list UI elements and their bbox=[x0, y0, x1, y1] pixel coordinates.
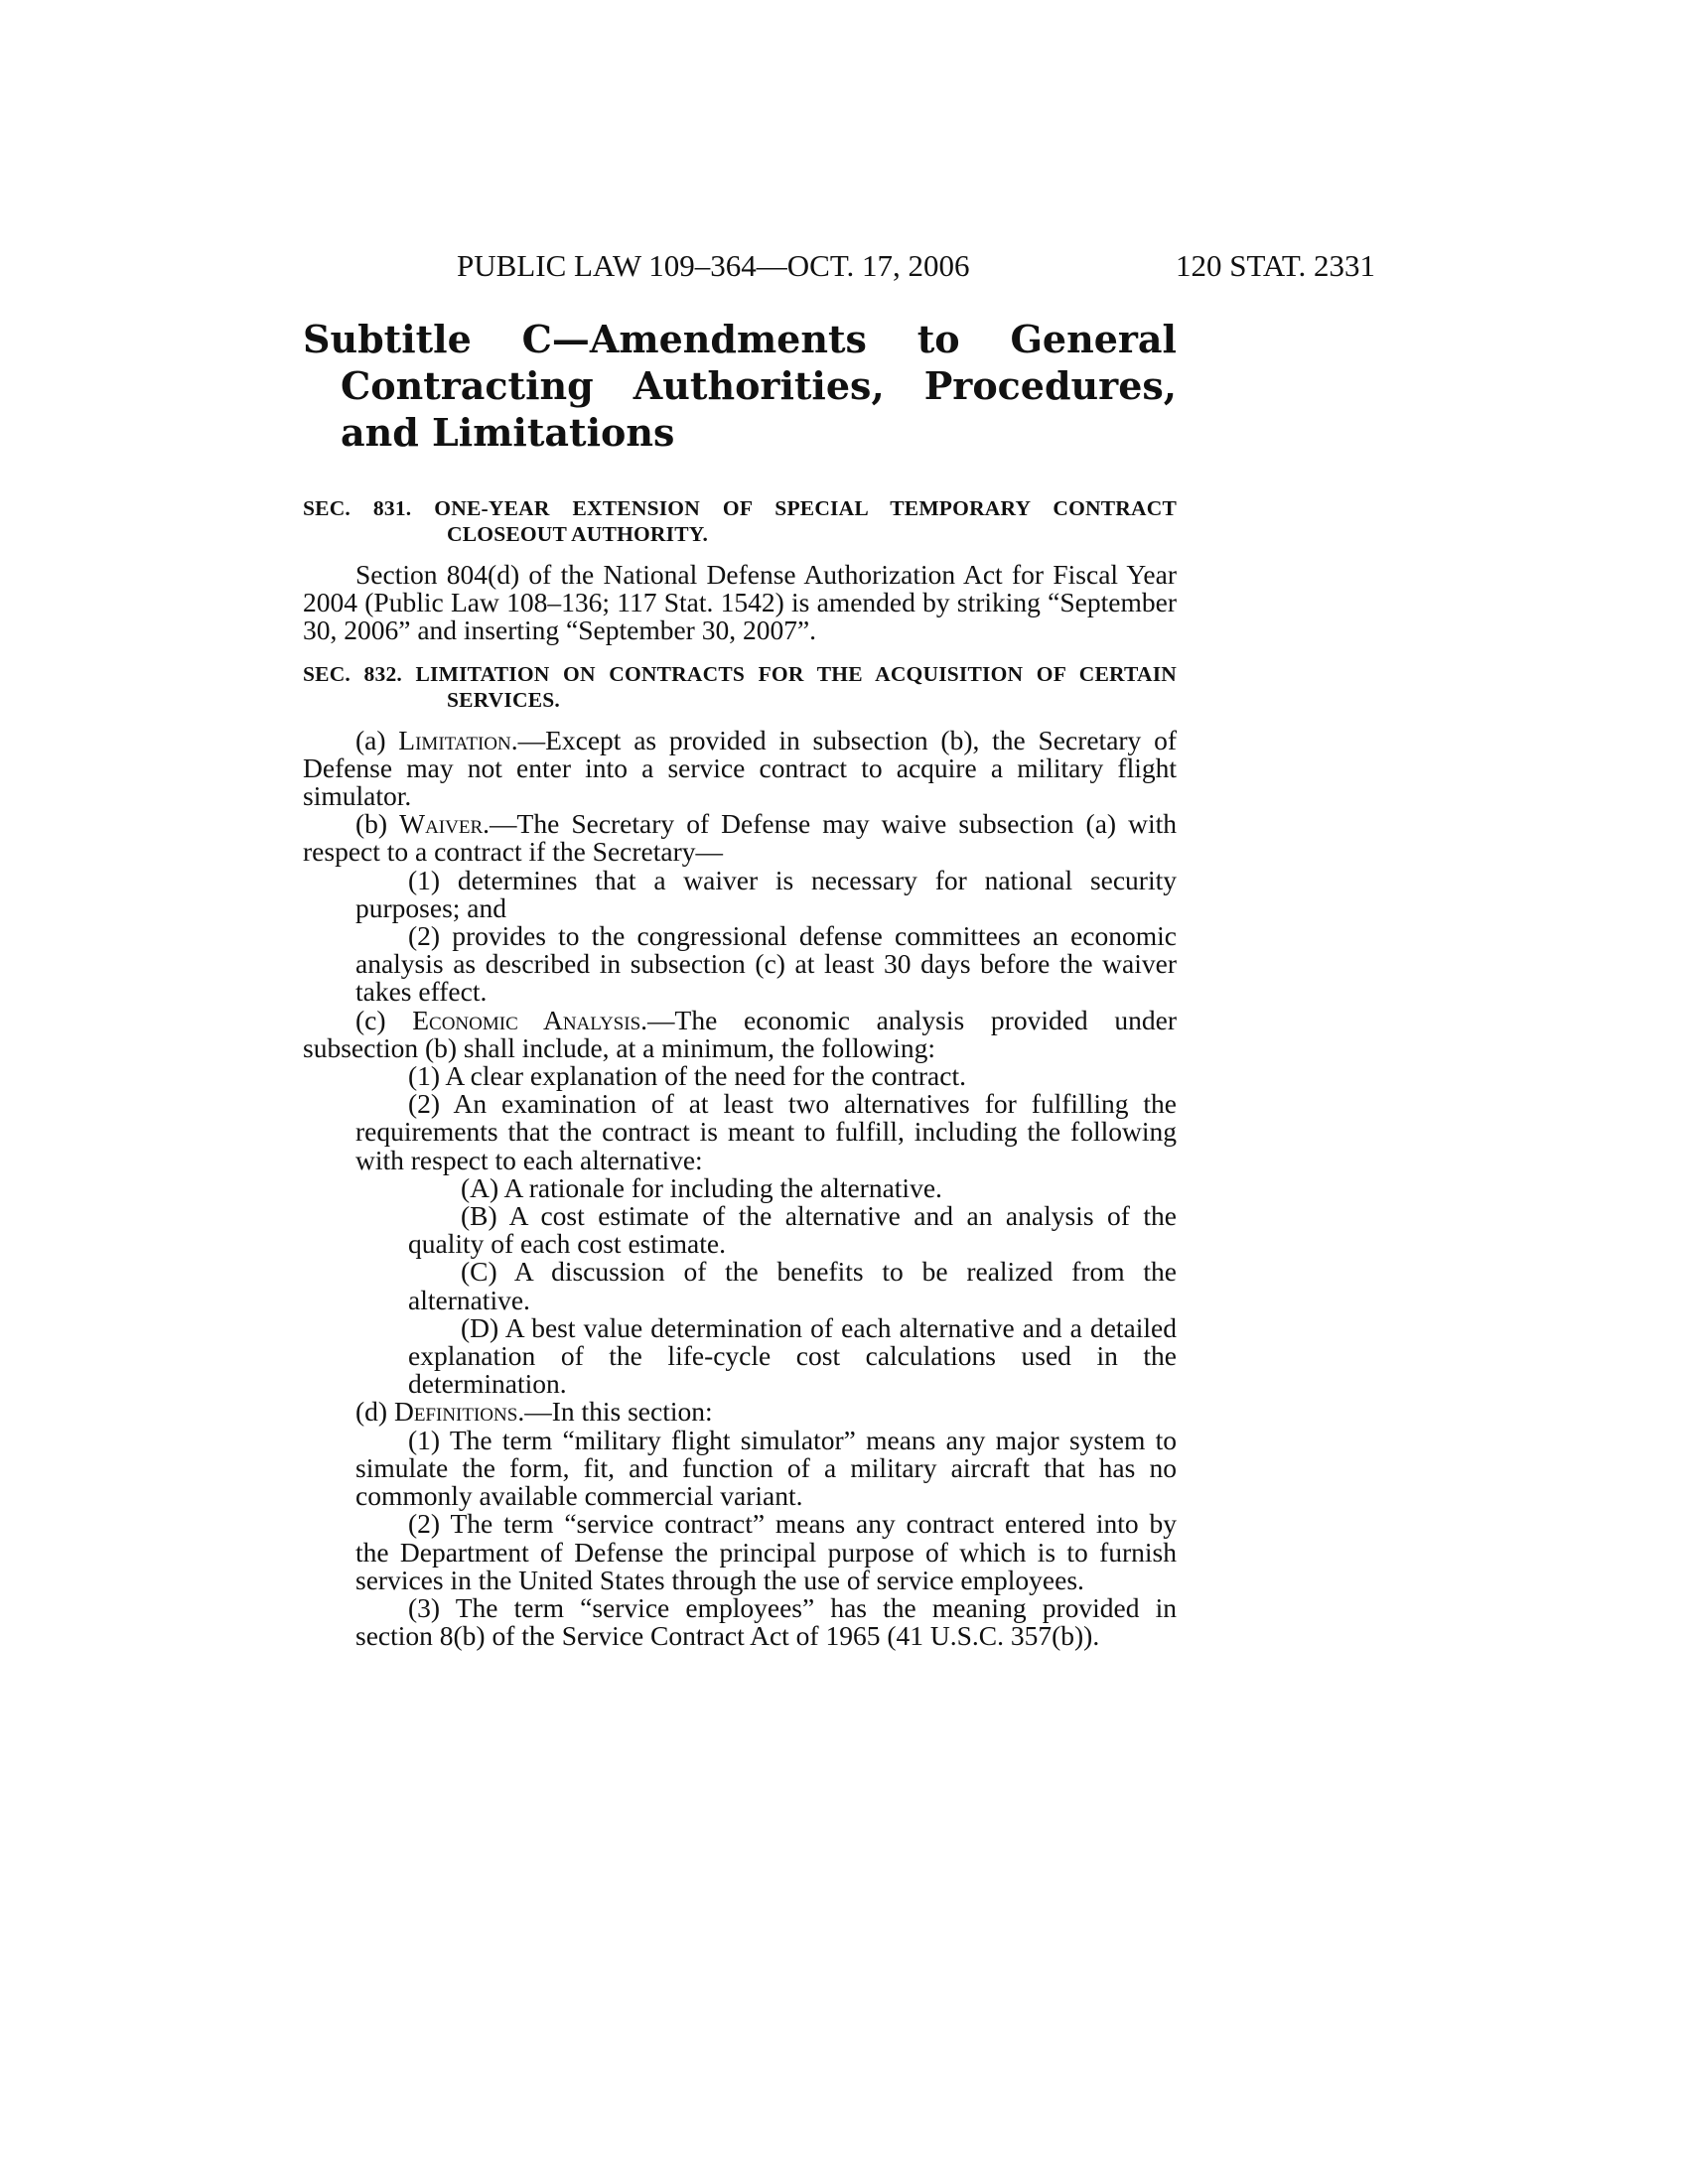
subsection-c bbox=[303, 1004, 1177, 1063]
document-body bbox=[303, 316, 1177, 1650]
definition-service-contract: (2) The term “service contract” means any contract entered into by the Department of Defense the principal purpose of which is to furnish services in the United States through the use of service employees. bbox=[355, 1508, 1177, 1595]
subsection-a-caption: Limitation bbox=[398, 724, 511, 755]
subsection-b-label: (b) bbox=[355, 808, 400, 840]
subsection-c-subparagraph-b: (B) A cost estimate of the alternative and an analysis of the quality of each cost estimate. bbox=[408, 1200, 1177, 1260]
public-law-header: PUBLIC LAW 109–364—OCT. 17, 2006 bbox=[457, 248, 970, 283]
definition-service-employees: (3) The term “service employees” has the meaning provided in section 8(b) of the Service Contract Act of 1965 (41 U.S.C. 357(b)). bbox=[355, 1591, 1177, 1652]
running-head bbox=[298, 248, 1375, 288]
subsection-c-text: .—The economic analysis provided under subsection (b) shall include, at a minimum, the following: bbox=[303, 1004, 1177, 1063]
subsection-a-text: .—Except as provided in subsection (b), the Secretary of Defense may not enter into a service contract to acquire a military flight simulator. bbox=[303, 724, 1177, 812]
subsection-d bbox=[303, 1398, 1177, 1426]
subsection-b-text: .—The Secretary of Defense may waive subsection (a) with respect to a contract if the Secretary— bbox=[303, 808, 1177, 868]
sec-831-body: Section 804(d) of the National Defense Authorization Act for Fiscal Year 2004 (Public Law 108–136; 117 Stat. 1542) is amended by striking “September 30, 2006” and inserting “September 30, 2007”. bbox=[303, 559, 1177, 646]
subsection-b bbox=[303, 810, 1177, 866]
subsection-b-paragraph-2: (2) provides to the congressional defense committees an economic analysis as described in subsection (c) at least 30 days before the waiver takes effect. bbox=[355, 920, 1177, 1008]
subtitle-heading: Subtitle C—Amendments to General Contracting Authorities, Procedures, and Limitations bbox=[303, 317, 1177, 455]
subsection-c-caption: Economic Analysis bbox=[412, 1004, 641, 1035]
sec-831-heading: SEC. 831. ONE-YEAR EXTENSION OF SPECIAL TEMPORARY CONTRACT CLOSEOUT AUTHORITY. bbox=[303, 496, 1177, 546]
subsection-a bbox=[303, 724, 1177, 812]
subsection-c-subparagraph-c: (C) A discussion of the benefits to be realized from the alternative. bbox=[408, 1256, 1177, 1315]
subsection-d-label: (d) bbox=[355, 1396, 394, 1428]
subsection-c-label: (c) bbox=[355, 1004, 413, 1035]
definition-military-flight-simulator: (1) The term “military flight simulator” means any major system to simulate the form, fit, and function of a military aircraft that has no commonly available commercial variant. bbox=[355, 1424, 1177, 1512]
subsection-b-paragraph-1: (1) determines that a waiver is necessary for national security purposes; and bbox=[355, 864, 1177, 923]
subsection-c-paragraph-1: (1) A clear explanation of the need for the contract. bbox=[408, 1060, 966, 1092]
statute-page-number: 120 STAT. 2331 bbox=[1175, 248, 1375, 283]
subsection-c-paragraph-2: (2) An examination of at least two alternatives for fulfilling the requirements that the contract is meant to fulfill, including the following with respect to each alternative: bbox=[355, 1088, 1177, 1175]
subsection-c-subparagraph-d: (D) A best value determination of each alternative and a detailed explanation of the life-cycle cost calculations used in the determination. bbox=[408, 1311, 1177, 1400]
sec-832-heading: SEC. 832. LIMITATION ON CONTRACTS FOR THE ACQUISITION OF CERTAIN SERVICES. bbox=[303, 661, 1177, 712]
section-gap bbox=[303, 645, 1177, 661]
subsection-d-text: .—In this section: bbox=[517, 1396, 713, 1428]
subsection-a-label: (a) bbox=[355, 724, 399, 755]
subsection-b-caption: Waiver bbox=[399, 808, 484, 840]
subsection-c-subparagraph-a: (A) A rationale for including the alternative. bbox=[461, 1171, 942, 1203]
subsection-d-caption: Definitions bbox=[393, 1396, 518, 1428]
